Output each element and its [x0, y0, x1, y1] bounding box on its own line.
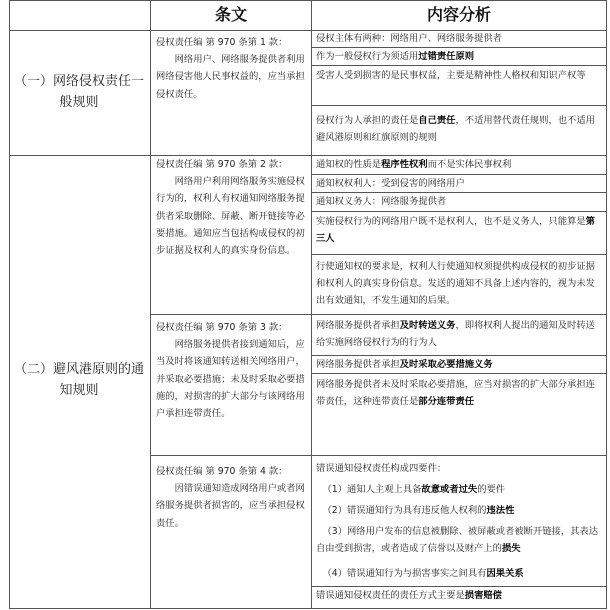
law-title: 侵权责任编 第 970 条第 4 款： [156, 466, 288, 477]
header-analysis: 内容分析 [426, 5, 491, 24]
border-bottom [9, 608, 607, 609]
col-divider-1 [150, 0, 151, 609]
law-text-970-2 [156, 156, 306, 259]
analysis-item: 作为一般侵权行为须适用过错责任原则 [316, 51, 475, 62]
analysis-item: 通知权权利人：受到侵害的网络用户 [316, 178, 465, 189]
analysis-intro: 错误通知侵权责任构成四要件： [316, 463, 447, 474]
analysis-item: 网络服务提供者未及时采取必要措施，应当对损害的扩大部分承担连带责任，这种连带责任是部分连带责任 [316, 379, 595, 408]
analysis-item: 实施侵权行为的网络用户既不是权利人，也不是义务人，只能算是第三人 [316, 216, 595, 245]
header-provision: 条文 [214, 5, 247, 24]
analysis-item: （2）错误通知行为具有违反他人权利的违法性 [322, 505, 515, 516]
analysis-divider [311, 314, 606, 315]
col-divider-2 [311, 0, 312, 609]
law-row-divider-2 [150, 455, 311, 456]
analysis-divider [311, 211, 606, 212]
law-title: 侵权责任编 第 970 条第 1 款： [156, 37, 288, 48]
law-body: 网络用户利用网络服务实施侵权行为的，权利人有权通知网络服务提供者采取删除、屏蔽、断开链接等必要措施。通知应当包括构成侵权的初步证据及权利人的真实身份信息。 [156, 176, 305, 257]
border-right [606, 0, 607, 609]
law-body: 因错误通知造成网络用户或者网络服务提供者损害的，应当承担侵权责任。 [156, 483, 305, 529]
header-category [10, 0, 150, 30]
law-row-divider-1 [150, 314, 311, 315]
analysis-divider [311, 105, 606, 106]
analysis-item: 网络服务提供者承担及时转送义务，即将权利人提出的通知及时转送给实施网络侵权行为的行为人 [316, 320, 595, 349]
law-title: 侵权责任编 第 970 条第 2 款： [156, 159, 288, 170]
analysis-item: （1）通知人主观上具备故意或者过失的要件 [322, 484, 506, 495]
analysis-item: 通知权的性质是程序性权利而不是实体民事权利 [316, 159, 512, 170]
analysis-item: 受害人受到损害的是民事权益，主要是精神性人格权和知识产权等 [316, 70, 586, 81]
law-text-970-4 [156, 463, 306, 532]
law-body: 网络服务提供者接到通知后，应当及时将该通知转送相关网络用户，并采取必要措施；未及时采取必要措施的，对损害的扩大部分与该网络用户承担连带责任。 [156, 339, 305, 420]
analysis-item: 错误通知侵权责任的责任方式主要是损害赔偿 [316, 590, 502, 601]
analysis-item: （3）网络用户发布的信息被删除、被屏蔽或者被断开链接，其表达自由受到损害，或者造成了信誉以及财产上的损失 [316, 526, 599, 555]
section-2-label: （二）避风港原则的通知规则 [13, 362, 144, 398]
analysis-item: 行使通知权的要求是，权利人行使通知权须提供构成侵权的初步证据和权利人的真实身份信息。发送的通知不具备上述内容的，视为未发出有效通知，不发生通知的后果。 [316, 261, 595, 307]
analysis-divider [311, 254, 606, 255]
law-text-970-3 [156, 319, 306, 422]
analysis-item: 侵权主体有两种：网络用户、网络服务提供者 [316, 33, 502, 44]
law-title: 侵权责任编 第 970 条第 3 款： [156, 322, 288, 333]
law-body: 网络用户、网络服务提供者利用网络侵害他人民事权益的，应当承担侵权责任。 [156, 54, 305, 100]
analysis-item: 网络服务提供者承担及时采取必要措施义务 [316, 359, 493, 370]
analysis-divider [311, 455, 606, 456]
law-text-970-1 [156, 34, 306, 103]
analysis-item: 通知权义务人：网络服务提供者 [316, 196, 447, 207]
section-1-label: （一）网络侵权责任一般规则 [13, 74, 144, 110]
analysis-item: 侵权行为人承担的责任是自己责任，不适用替代责任规则，也不适用避风港原则和红旗原则的规则 [316, 115, 595, 144]
analysis-item: （4）错误通知行为与损害事实之间具有因果关系 [322, 568, 524, 579]
